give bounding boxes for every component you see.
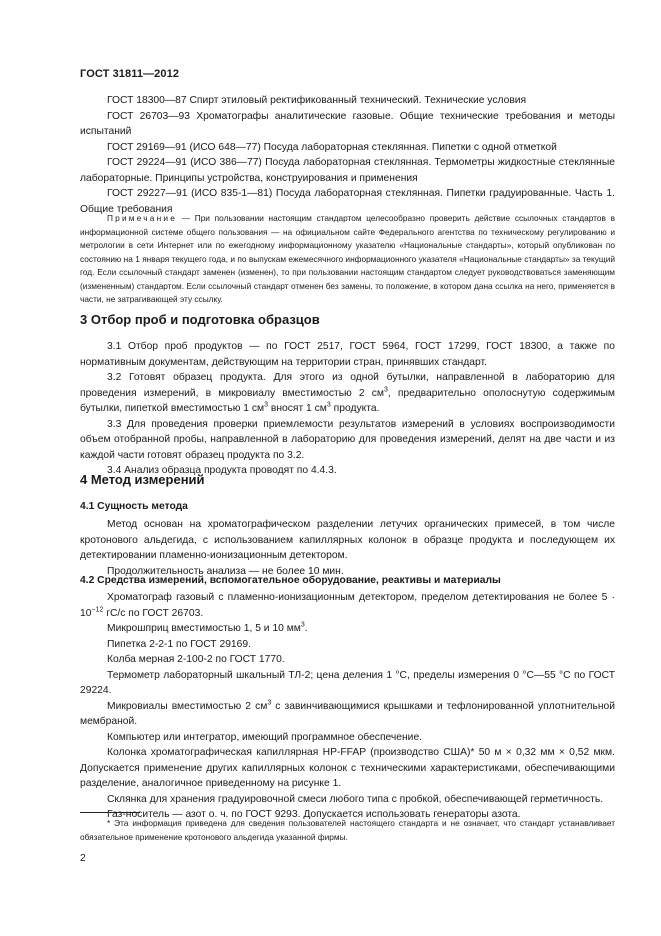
section-3-body xyxy=(80,339,615,479)
analysis-duration: Продолжительность анализа — не более 10 мин. xyxy=(107,565,344,577)
section-4-1 xyxy=(80,501,615,512)
note-block xyxy=(80,212,615,307)
reference-item: ГОСТ 26703—93 Хроматографы аналитические газовые. Общие технические требования и методы испытаний xyxy=(80,110,615,137)
equipment-carrier-gas: Газ-носитель — азот о. ч. по ГОСТ 9293. Допускается использовать генераторы азота. xyxy=(107,809,521,820)
section-4-1-body xyxy=(80,517,615,579)
footnote-block xyxy=(80,817,615,844)
clause-3-2: 3.2 Готовят образец продукта. Для этого из одной бутылки, направленной в лабораторию для проведения измерений, в микровиалу вместимостью 2 $см^3$, предварительно ополоснутую содержимым бутылки, пипеткой вместимостью 1 $см^3$ вносят 1 $см^3$ продукта. xyxy=(80,372,615,414)
equipment-computer: Компьютер или интегратор, имеющий программное обеспечение. xyxy=(107,731,423,743)
document-header: ГОСТ 31811—2012 xyxy=(80,68,180,80)
page-number: 2 xyxy=(80,853,86,864)
clause-3-3: 3.3 Для проведения проверки приемлемости результатов измерений в условиях воспроизводимости объем отобранной пробы, направленной в лабораторию для проведения измерений, делят на две части и из каждой части готовят образец продукта по 3.2. xyxy=(80,418,615,461)
section-3 xyxy=(80,312,615,327)
note-text: — При пользовании настоящим стандартом целесообразно проверить действие ссылочных стандартов в информационной системе общего пользования — на официальном сайте Федерального агентства по техническому регулированию и метрологии в сети Интернет или по ежегодному информационному указателю «Национальные стандарты», который опубликован по состоянию на 1 января текущего года, и по выпускам ежемесячного информационного указателя «Национальные стандарты» за текущий год. Если ссылочный стандарт заменен (изменен), то при пользовании настоящим стандартом следует руководствоваться заменяющим (измененным) стандартом. Если ссылочный стандарт отменен без замены, то положение, в котором дана ссылка на него, применяется в части, не затрагивающей эту ссылку. xyxy=(80,213,615,304)
equipment-vessel: Склянка для хранения градуировочной смеси любого типа с пробкой, обеспечивающей герметичность. xyxy=(107,793,604,805)
subsection-4-1-title: 4.1 Сущность метода xyxy=(80,501,188,512)
normative-references xyxy=(80,93,615,217)
reference-item: ГОСТ 18300—87 Спирт этиловый ректификованный технический. Технические условия xyxy=(107,95,527,106)
equipment-flask: Колба мерная 2-100-2 по ГОСТ 1770. xyxy=(107,654,285,665)
section-4-2-body xyxy=(80,590,615,823)
reference-item: ГОСТ 29224—91 (ИСО 386—77) Посуда лабораторная стеклянная. Термометры жидкостные стеклянные лабораторные. Принципы устройства, конструирования и применения xyxy=(80,157,615,184)
equipment-microvials: Микровиалы вместимостью 2 $см^3$ с завинчивающимися крышками и тефлонированной уплотнительной мембраной. xyxy=(80,699,616,727)
section-4-2 xyxy=(80,575,615,586)
note-paragraph xyxy=(80,212,615,307)
method-principle: Метод основан на хроматографическом разделении летучих органических примесей, в том числе кротонового альдегида, с использованием капиллярных колонок в образце продукта и последующем их детектировании пламенно-ионизационным детектором. xyxy=(80,519,615,561)
footnote-text: * Эта информация приведена для сведения пользователей настоящего стандарта и не означает, что стандарт устанавливает обязательное применение кротонового альдегида указанной фирмы. xyxy=(80,818,615,842)
reference-item: ГОСТ 29169—91 (ИСО 648—77) Посуда лабораторная стеклянная. Пипетки с одной отметкой xyxy=(107,141,557,153)
clause-3-4: 3.4 Анализ образца продукта проводят по 4.4.3. xyxy=(107,465,337,476)
equipment-microsyringe: Микрошприц вместимостью 1, 5 и 10 $мм^3$. xyxy=(107,621,308,634)
section-3-title: 3 Отбор проб и подготовка образцов xyxy=(80,312,320,327)
clause-3-1: 3.1 Отбор проб продуктов — по ГОСТ 2517, ГОСТ 5964, ГОСТ 17299, ГОСТ 18300, а также по нормативным документам, действующим на территории стран, принявших стандарт. xyxy=(80,341,615,368)
equipment-pipette: Пипетка 2-2-1 по ГОСТ 29169. xyxy=(107,638,251,650)
reference-item: ГОСТ 29227—91 (ИСО 835-1—81) Посуда лабораторная стеклянная. Пипетки градуированные. Часть 1. Общие требования xyxy=(80,188,615,215)
subsection-4-2-title: 4.2 Средства измерений, вспомогательное оборудование, реактивы и материалы xyxy=(80,575,501,586)
equipment-thermometer: Термометр лабораторный шкальный ТЛ-2; цена деления 1 °С, пределы измерения 0 °С—55 °С по ГОСТ 29224. xyxy=(80,669,615,696)
section-4-title: 4 Метод измерений xyxy=(80,472,205,487)
footnote-divider xyxy=(80,812,140,813)
note-label: Примечание xyxy=(107,213,178,223)
equipment-column: Колонка хроматографическая капиллярная HP-FFAP (производство США)* 50 м × 0,32 мм × 0,52 мкм. Допускается применение других капиллярных колонок с техническими характеристиками, обеспечивающими разделение, аналогичное приведенному на рисунке 1. xyxy=(80,747,615,789)
section-4 xyxy=(80,472,615,487)
equipment-chromatograph: Хроматограф газовый с пламенно-ионизационным детектором, пределом детектирования не более $5 \cdot 10^{-12}$ гС/с по ГОСТ 26703. xyxy=(80,592,615,619)
